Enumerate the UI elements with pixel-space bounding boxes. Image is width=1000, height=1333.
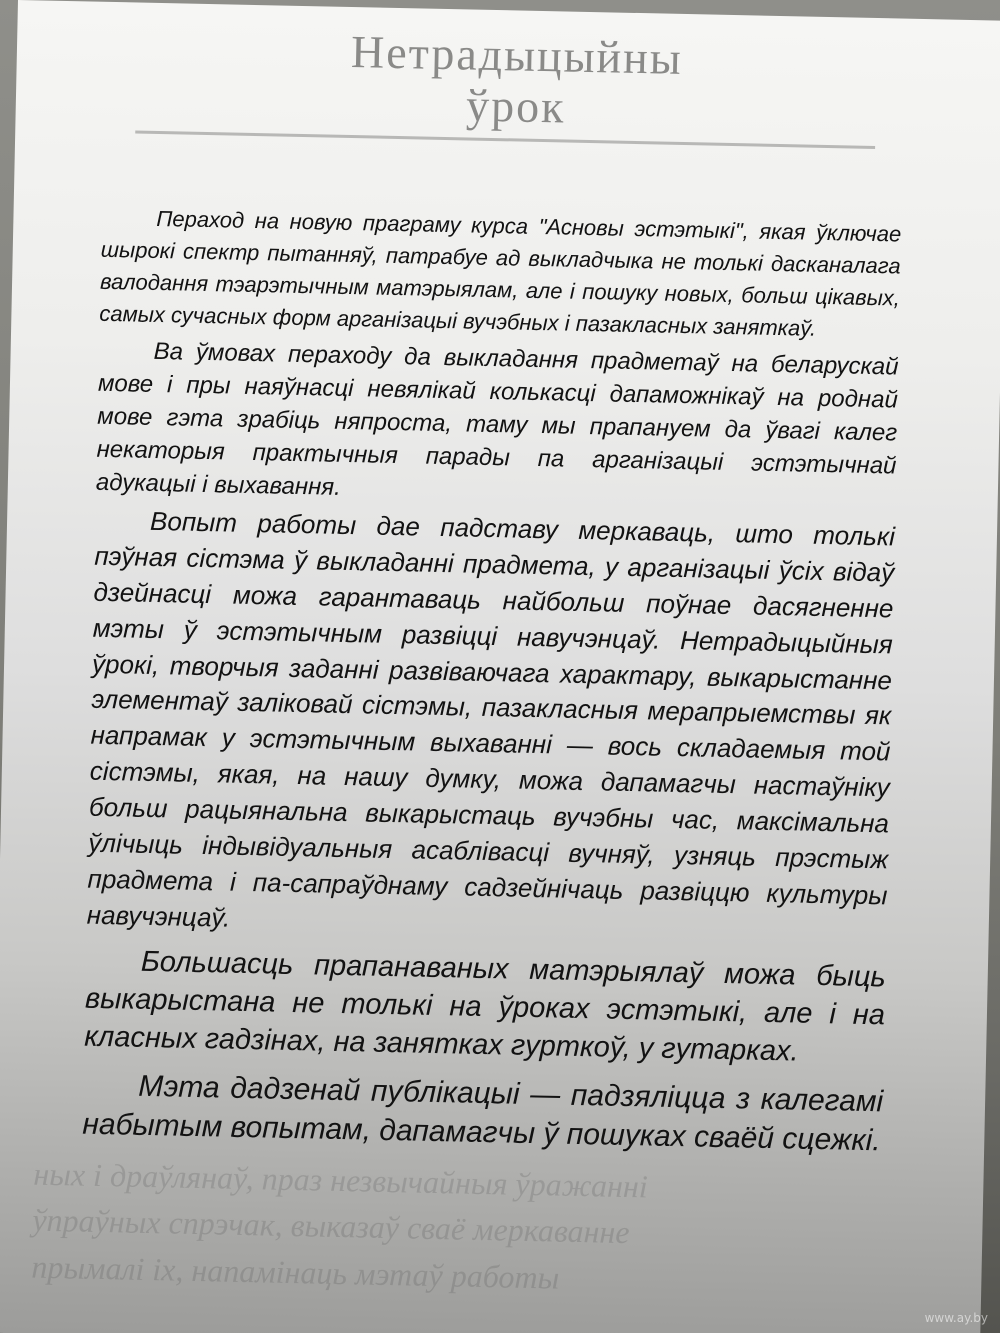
watermark: www.ay.by: [924, 1311, 988, 1325]
paragraph-5: Мэта дадзенай публікацыі — падзяліцца з калегамі набытым вопытам, дапамагчы ў пошуках сваёй сцежкі.: [82, 1070, 884, 1158]
heading-line-1: Нетрадыцыйны: [350, 25, 684, 84]
heading-line-2: ўрок: [465, 79, 567, 133]
body-text: [82, 202, 902, 1161]
paragraph-4: Большасць прапанаваных матэрыялаў можа быць выкарыстана не толькі на ўроках эстэтыкі, але і на класных гадзінах, на занятках гурткоў, у гутарках.: [83, 945, 887, 1068]
show-through-line: ўпраўных спрэчак, выказаў сваё меркаванне: [32, 1201, 630, 1251]
paragraph-3: Вопыт работы дае падставу меркаваць, што толькі пэўная сістэма ў выкладанні прадмета, у арганізацыі ўсіх відаў дзейнасці можа гарантаваць найбольш поўнае дасягненне мэты ў эстэтычным развіцці навучэнцаў. Нетрадыцыйныя ўрокі, творчыя заданні развіваючага характару, выкарыстанне элементаў залiковай сістэмы, пазакласныя мерапрыемствы як напрамак у эстэтычным выхаванні — вось складаемыя той сістэмы, якая, на нашу думку, можа дапамагчы настаўніку больш рацыянальна выкарыстаць вучэбны час, максімальна ўлічыць індывідуальныя асаблівасці вучняў, узняць прэстыж прадмета і па-сапраўднаму садзейнічаць развіццю культуры навучэнцаў.: [86, 505, 896, 933]
show-through-line: прымалі іх, напамінаць мэтаў работы: [31, 1248, 560, 1296]
paragraph-1: Пераход на новую праграму курса "Асновы эстэтыкі", якая ўключае шырокі спектр пытанняў, патрабуе ад выкладчыка не толькі дасканалага валодання тэарэтычным матэрыялам, але і пошуку новых, больш цікавых, самых сучасных форм арганізацыі вучэбных і пазакласных заняткаў.: [99, 205, 902, 341]
chapter-heading: [345, 27, 687, 135]
heading-divider: [135, 130, 875, 148]
paragraph-2: Ва ўмовах пераходу да выкладання прадметаў на беларускай мове і пры наяўнасці невялікай колькасці дапаможнікаў на роднай мове гэта зрабіць няпроста, таму мы прапануем да ўвагі калег некаторыя практычныя парады па арганізацыі эстэтычнай адукацыі і выхавання.: [95, 337, 899, 501]
show-through-text: [31, 1151, 934, 1309]
show-through-line: ных і драўлянаў, праз незвычайныя ўражанні: [33, 1155, 649, 1205]
